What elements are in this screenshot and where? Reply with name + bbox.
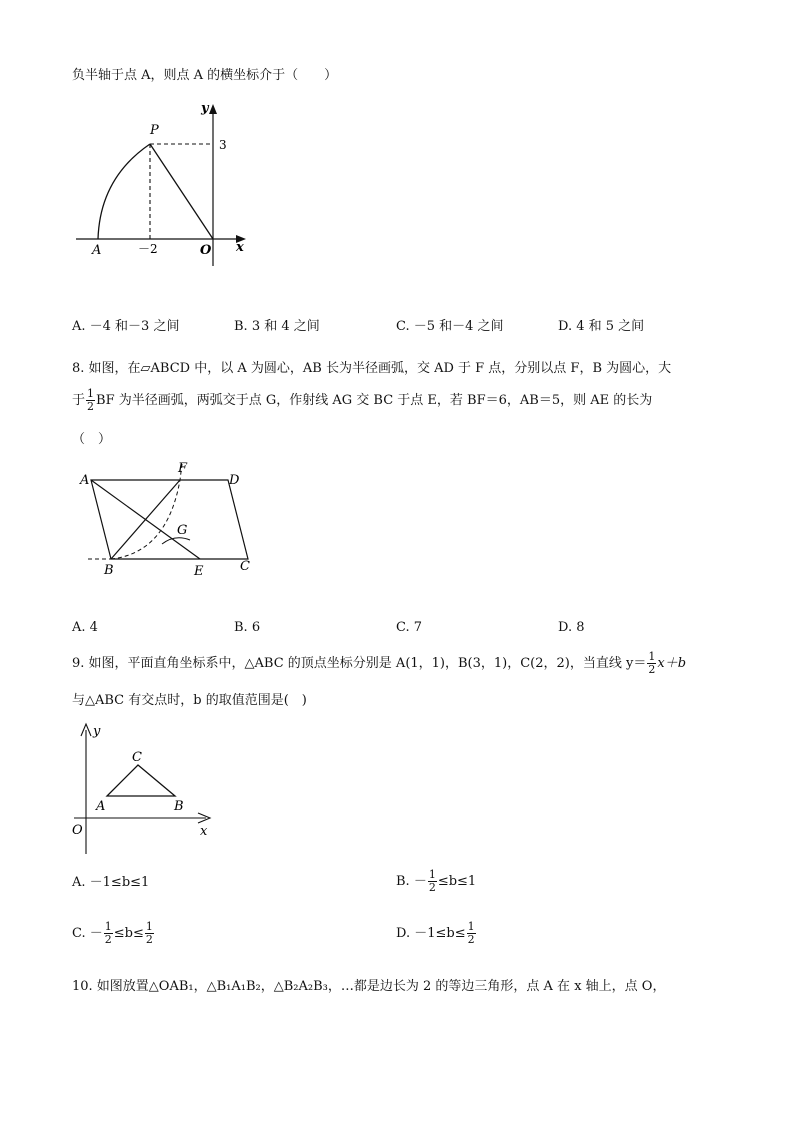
q7-fig-y-label: y: [201, 101, 209, 116]
q9-line-1-post: x＋b: [657, 656, 687, 671]
q9-fig-x-label: x: [200, 824, 208, 839]
q8-fraction: [86, 388, 95, 413]
q9-figure: [66, 718, 216, 858]
q8-frac-den: 2: [87, 400, 95, 413]
q8-line-2-post: BF 为半径画弧，两弧交于点 G，作射线 AG 交 BC 于点 E，若 BF＝6，AB＝5，则 AE 的长为: [96, 393, 653, 408]
q9-fig-c-label: C: [132, 750, 142, 765]
q9-line-1-pre: 9. 如图，平面直角坐标系中，△ABC 的顶点坐标分别是 A(1，1)，B(3，1)，C(2，2)，当直线 y＝: [72, 656, 647, 671]
q9-fig-y-label: y: [93, 724, 101, 739]
q7-fig-a-label: A: [92, 243, 102, 258]
q9-option-b-pre: B. －: [396, 874, 427, 889]
q7-option-d: D. 4 和 5 之间: [558, 319, 645, 334]
q9-line-1: [72, 651, 686, 677]
q9-fig-o-label: O: [72, 823, 83, 838]
q9-fig-a-label: A: [96, 799, 106, 814]
q9-fraction: [647, 651, 656, 676]
q9-option-d-den: 2: [467, 933, 475, 946]
q7-option-b: B. 3 和 4 之间: [234, 319, 320, 334]
q8-fig-c-label: C: [240, 559, 250, 574]
q8-fig-d-label: D: [229, 473, 240, 488]
q8-option-b: B. 6: [234, 620, 261, 635]
q9-fig-b-label: B: [174, 799, 184, 814]
q9-option-b-fraction: [428, 869, 437, 894]
q8-line-2-pre: 于: [72, 393, 86, 408]
q9-option-d-fraction: [467, 921, 476, 946]
q9-option-d: [396, 916, 477, 952]
q7-figure: [70, 98, 260, 273]
q8-fig-b-label: B: [104, 563, 114, 578]
q7-fig-3-label: 3: [219, 138, 227, 152]
q9-option-c-num-2: 1: [145, 920, 153, 933]
q8-frac-num: 1: [87, 387, 95, 400]
q8-option-c: C. 7: [396, 620, 423, 635]
q10-line-1: 10. 如图放置△OAB₁，△B₁A₁B₂，△B₂A₂B₃，…都是边长为 2 的等边三角形，点 A 在 x 轴上，点 O，: [72, 979, 666, 994]
q9-option-d-pre: D. －1≤b≤: [396, 926, 466, 941]
q7-fig-o-label: O: [200, 243, 212, 258]
q9-option-c-fraction-1: [104, 921, 113, 946]
q8-fig-a-label: A: [80, 473, 90, 488]
q9-option-c-mid: ≤b≤: [113, 926, 144, 941]
q9-option-c: [72, 916, 155, 952]
q8-figure: [72, 458, 272, 583]
q9-option-c-den-2: 2: [145, 933, 153, 946]
q7-fig-x-label: x: [236, 240, 244, 255]
q9-option-c-den-1: 2: [104, 933, 112, 946]
q9-option-b-den: 2: [428, 881, 436, 894]
q9-option-c-fraction-2: [145, 921, 154, 946]
q8-fig-e-label: E: [194, 564, 204, 579]
q8-line-3: （ ）: [72, 432, 112, 447]
q7-fig-minus2-label: －2: [138, 242, 158, 256]
q7-fig-p-label: P: [150, 123, 159, 138]
q9-option-b-post: ≤b≤1: [437, 874, 477, 889]
q8-line-1: 8. 如图，在▱ABCD 中，以 A 为圆心，AB 长为半径画弧，交 AD 于 F 点，分别以点 F，B 为圆心，大: [72, 361, 672, 376]
q9-option-c-pre: C. －: [72, 926, 103, 941]
q7-option-c: C. －5 和－4 之间: [396, 319, 504, 334]
q9-frac-den: 2: [648, 663, 656, 676]
q9-option-a: A. －1≤b≤1: [72, 875, 150, 890]
q9-option-d-num: 1: [467, 920, 475, 933]
q8-line-2: [72, 388, 652, 414]
q9-frac-num: 1: [648, 650, 656, 663]
q7-stem-tail: 负半轴于点 A，则点 A 的横坐标介于（ ）: [72, 68, 338, 83]
q8-option-d: D. 8: [558, 620, 585, 635]
q9-option-b-num: 1: [428, 868, 436, 881]
q8-option-a: A. 4: [72, 620, 98, 635]
q9-line-2: 与△ABC 有交点时，b 的取值范围是( ): [72, 693, 307, 708]
q9-option-b: [396, 864, 476, 900]
q8-fig-f-label: F: [178, 461, 188, 476]
q7-option-a: A. －4 和－3 之间: [72, 319, 180, 334]
q8-fig-g-label: G: [177, 523, 188, 538]
q9-option-c-num-1: 1: [104, 920, 112, 933]
